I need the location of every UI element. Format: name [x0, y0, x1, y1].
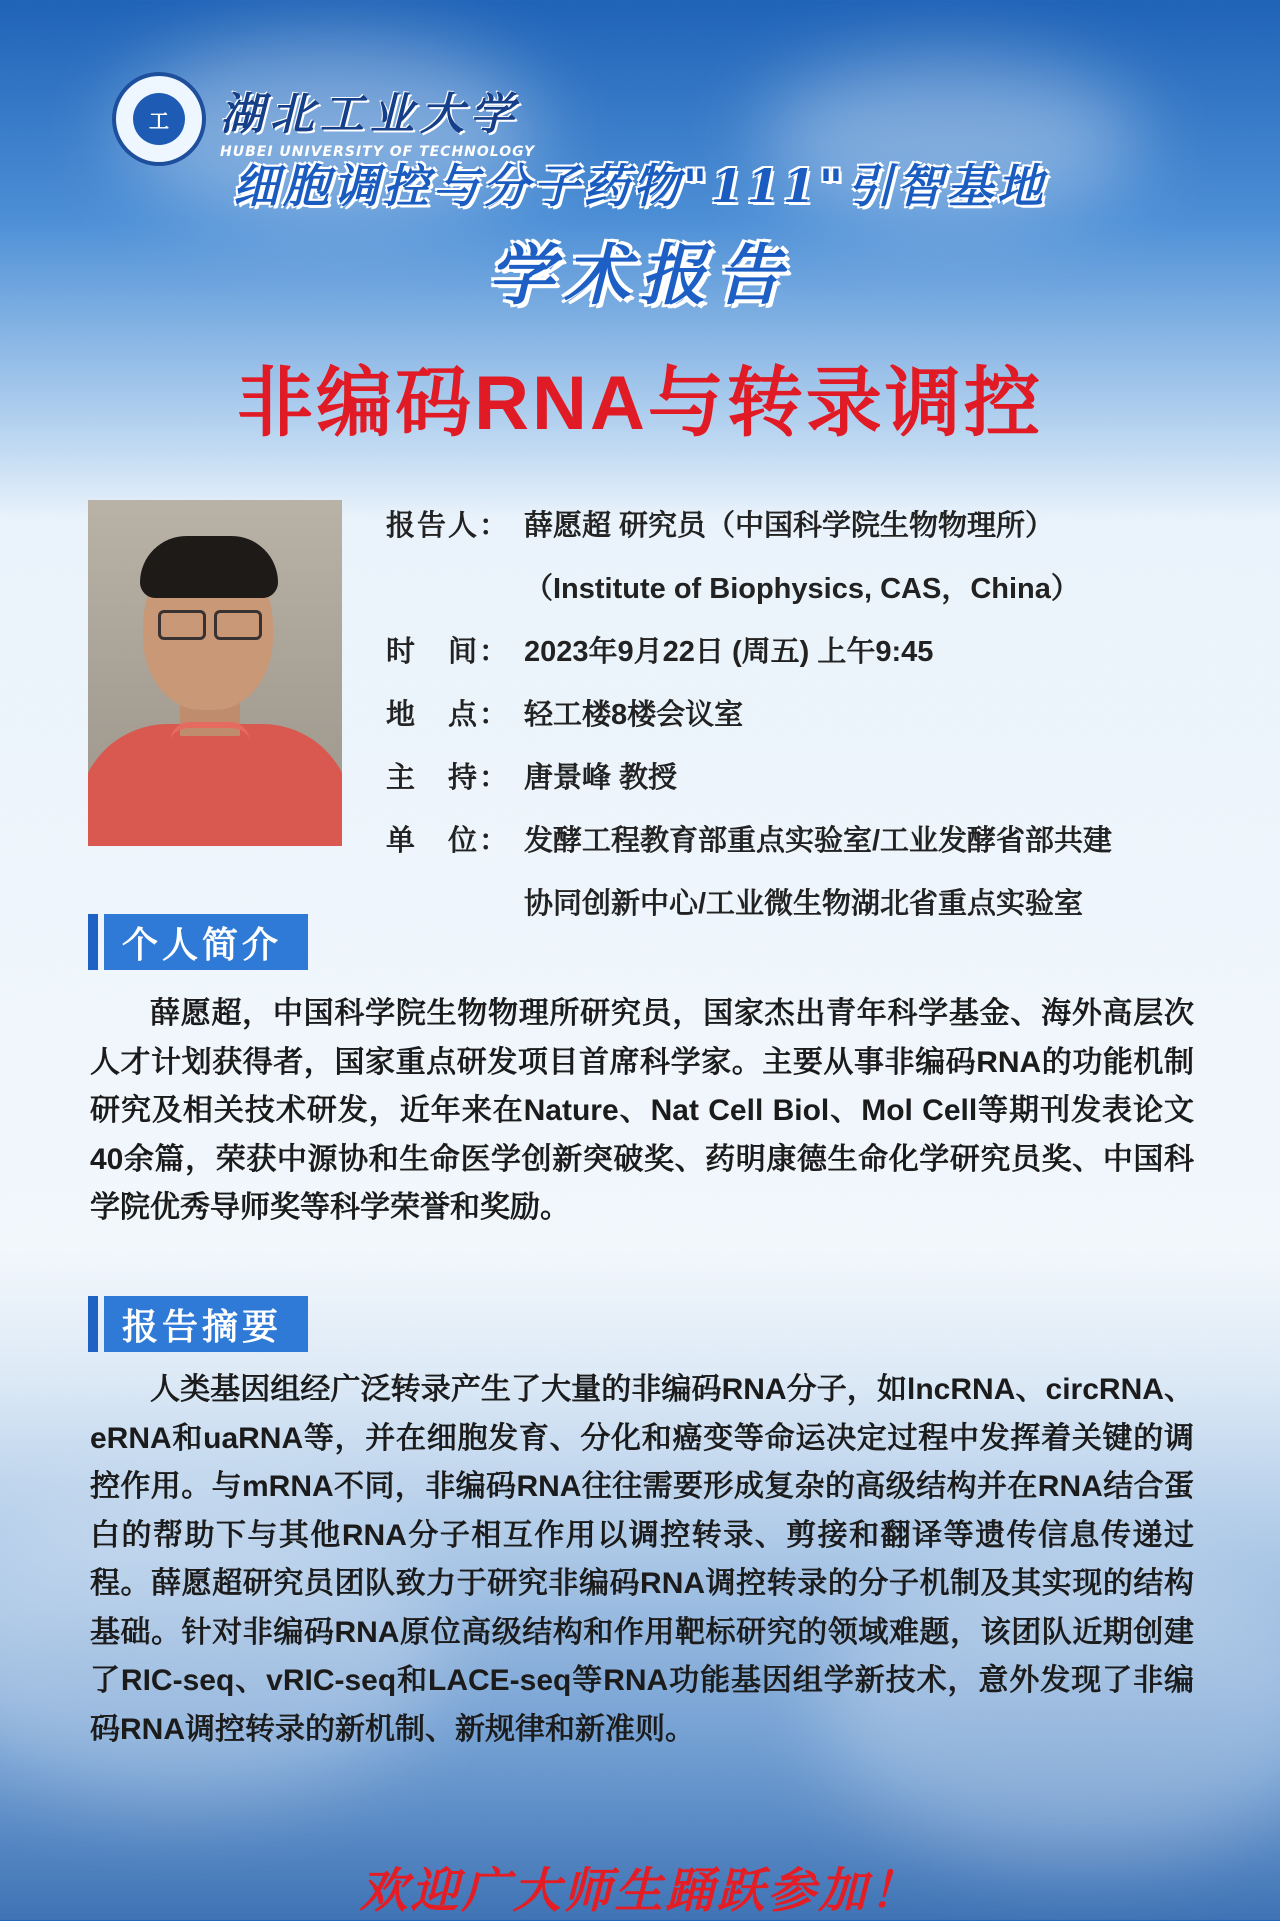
time-row	[386, 618, 1112, 681]
unit-value-line1: 发酵工程教育部重点实验室/工业发酵省部共建	[524, 825, 1113, 857]
talk-info	[386, 492, 1112, 933]
bio-heading	[88, 914, 308, 970]
host-value: 唐景峰 教授	[524, 762, 678, 794]
unit-value-line2: 协同创新中心/工业微生物湖北省重点实验室	[524, 888, 1084, 920]
base-title: 细胞调控与分子药物"111"引智基地	[233, 159, 1047, 213]
event-type-title: 学术报告	[488, 236, 792, 314]
speaker-label: 报告人：	[386, 510, 511, 542]
abstract-heading	[88, 1296, 308, 1352]
abstract-heading-label: 报告摘要	[104, 1296, 308, 1352]
unit-label: 单 位：	[386, 825, 511, 857]
unit-row	[386, 807, 1112, 870]
place-row	[386, 681, 1112, 744]
speaker-en-value: （Institute of Biophysics, CAS，China）	[524, 573, 1080, 605]
time-label: 时 间：	[386, 636, 511, 668]
abstract-text: 人类基因组经广泛转录产生了大量的非编码RNA分子，如lncRNA、circRNA、eRNA和uaRNA等，并在细胞发育、分化和癌变等命运决定过程中发挥着关键的调控作用。与mRNA不同，非编码RNA往往需要形成复杂的高级结构并在RNA结合蛋白的帮助下与其他RNA分子相互作用以调控转录、剪接和翻译等遗传信息传递过程。薛愿超研究员团队致力于研究非编码RNA调控转录的分子机制及其实现的结构基础。针对非编码RNA原位高级结构和作用靶标研究的领域难题，该团队近期创建了RIC-seq、vRIC-seq和LACE-seq等RNA功能基因组学新技术，意外发现了非编码RNA调控转录的新机制、新规律和新准则。	[90, 1373, 1194, 1746]
closing-invitation: 欢迎广大师生踊跃参加！	[359, 1863, 921, 1919]
place-value: 轻工楼8楼会议室	[524, 699, 744, 731]
university-name: 湖北工业大学	[220, 89, 520, 140]
speaker-row	[386, 492, 1112, 555]
place-label: 地 点：	[386, 699, 511, 731]
speaker-photo	[88, 500, 342, 846]
bio-text: 薛愿超，中国科学院生物物理所研究员，国家杰出青年科学基金、海外高层次人才计划获得者，国家重点研发项目首席科学家。主要从事非编码RNA的功能机制研究及相关技术研发，近年来在Nature、Nat Cell Biol、Mol Cell等期刊发表论文40余篇，荣获中源协和生命医学创新突破奖、药明康德生命化学研究员奖、中国科学院优秀导师奖等科学荣誉和奖励。	[90, 997, 1194, 1224]
host-label: 主 持：	[386, 762, 511, 794]
host-row	[386, 744, 1112, 807]
speaker-value: 薛愿超 研究员（中国科学院生物物理所）	[524, 510, 1055, 542]
university-name-en: HUBEI UNIVERSITY OF TECHNOLOGY	[220, 144, 536, 160]
bio-heading-label: 个人简介	[104, 914, 308, 970]
time-value: 2023年9月22日 (周五) 上午9:45	[524, 636, 934, 668]
talk-title: 非编码RNA与转录调控	[237, 361, 1043, 446]
university-seal-icon: 工	[112, 72, 206, 166]
